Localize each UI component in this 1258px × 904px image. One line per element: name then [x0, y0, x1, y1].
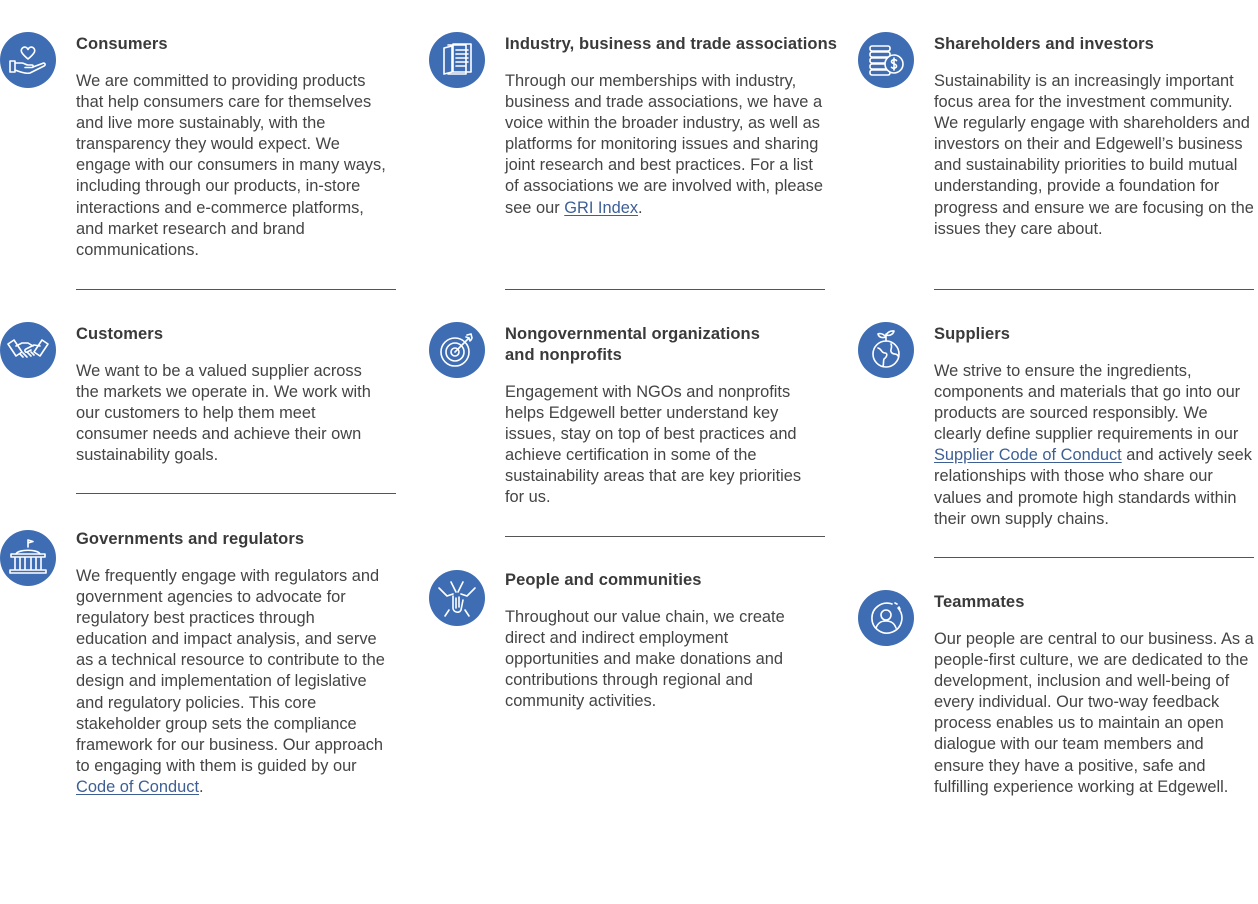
ngos-body: Engagement with NGOs and nonprofits helps Edgewell better understand key issues, stay on top of best practices and achieve certification in some of the sustainability areas that are key priorities for us.: [505, 383, 802, 507]
industry-title: Industry, business and trade associations: [505, 35, 838, 53]
hand-heart-icon: [0, 32, 56, 88]
teammates-title: Teammates: [934, 593, 1025, 611]
industry-body-end: .: [638, 198, 643, 217]
governments-body: [76, 566, 386, 798]
gri-index-link[interactable]: GRI Index: [564, 198, 639, 217]
handshake-icon: [0, 322, 56, 378]
joined-hands-icon: [429, 570, 485, 626]
code-of-conduct-link[interactable]: Code of Conduct: [76, 777, 200, 796]
divider: [934, 557, 1254, 558]
target-icon: [429, 322, 485, 378]
consumers-title: Consumers: [76, 35, 168, 53]
people-body: Throughout our value chain, we create direct and indirect employment opportunities and make donations and contributions through regional and community activities.: [505, 608, 785, 711]
governments-body-end: .: [199, 777, 204, 796]
suppliers-body-end: and actively seek relationships with those who share our values and promote high standards within their own supply chains.: [934, 446, 1252, 528]
person-circle-icon: [858, 590, 914, 646]
divider: [505, 289, 825, 290]
divider: [505, 536, 825, 537]
teammates-body: Our people are central to our business. As a people-first culture, we are dedicated to the development, inclusion and well-being of every individual. Our two-way feedback process enables us to maintain an open dialogue with our team members and ensure they have a positive, safe and fulfilling experience working at Edgewell.: [934, 630, 1254, 796]
globe-leaf-icon: [858, 322, 914, 378]
documents-icon: [429, 32, 485, 88]
shareholders-body: Sustainability is an increasingly important focus area for the investment community. We regularly engage with shareholders and investors on their and Edgewell’s business and sustainability priorities to build mutual understanding, provide a foundation for progress and ensure we are focusing on the issues they care about.: [934, 72, 1254, 238]
suppliers-title: Suppliers: [934, 325, 1011, 343]
industry-body: [505, 71, 825, 219]
shareholders-title: Shareholders and investors: [934, 35, 1154, 53]
governments-title: Governments and regulators: [76, 530, 305, 548]
divider: [76, 289, 396, 290]
coins-dollar-icon: [858, 32, 914, 88]
government-building-icon: [0, 530, 56, 586]
suppliers-body-text: We strive to ensure the ingredients, components and materials that go into our products are sourced responsibly. We clearly define supplier requirements in our: [934, 362, 1241, 444]
people-title: People and communities: [505, 571, 702, 589]
governments-body-text: We frequently engage with regulators and government agencies to advocate for regulatory best practices through education and impact analysis, and serve as a technical resource to contribute to the design and implementation of legislative and regulatory policies. This core stakeholder group sets the compliance framework for our business. Our approach to engaging with them is guided by our: [76, 567, 385, 775]
supplier-code-of-conduct-link[interactable]: Supplier Code of Conduct: [934, 446, 1122, 465]
ngos-title-line2: and nonprofits: [505, 346, 622, 364]
customers-body: We want to be a valued supplier across the markets we operate in. We work with our customers to help them meet consumer needs and achieve their own sustainability goals.: [76, 362, 371, 465]
ngos-title: [505, 324, 760, 366]
suppliers-body: [934, 361, 1256, 530]
ngos-title-line1: Nongovernmental organizations: [505, 325, 761, 343]
industry-body-text: Through our memberships with industry, business and trade associations, we have a voice within the broader industry, as well as platforms for monitoring issues and sharing joint research and best practices. For a list of associations we are involved with, please see our: [505, 72, 823, 217]
customers-title: Customers: [76, 325, 164, 343]
divider: [76, 493, 396, 494]
divider: [934, 289, 1254, 290]
consumers-body: We are committed to providing products that help consumers care for themselves and live more sustainably, with the transparency they would expect. We engage with our consumers in many ways, including through our products, in-store interactions and e-commerce platforms, and market research and brand communications.: [76, 72, 386, 259]
